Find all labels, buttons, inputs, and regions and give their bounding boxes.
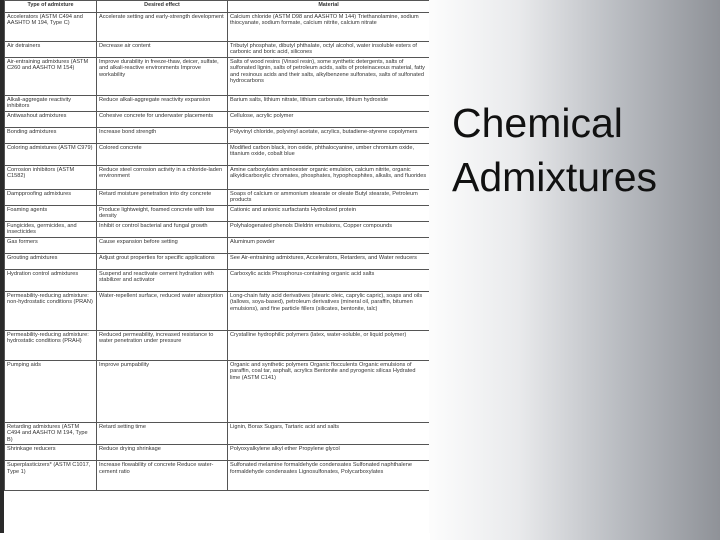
- admixture-table-image: [4, 0, 429, 540]
- cell-material: Salts of wood resins (Vinsol resin), some synthetic detergents, salts of sulfonated lignin, salts of petroleum acids, salts of proteinaceous material, fatty and resinous acids and their salts, alkylbenzene sulfonates, salts of sulfonated hydrocarbons: [228, 58, 430, 96]
- cell-material: Carboxylic acids Phosphorus-containing organic acid salts: [228, 270, 430, 292]
- table-row: [5, 222, 430, 238]
- cell-effect: Colored concrete: [97, 144, 228, 166]
- cell-type: Superplasticizers* (ASTM C1017, Type 1): [5, 461, 97, 491]
- table-row: [5, 423, 430, 445]
- cell-effect: Reduce alkali-aggregate reactivity expansion: [97, 96, 228, 112]
- cell-type: Antiwashout admixtures: [5, 112, 97, 128]
- cell-material: Cationic and anionic surfactants Hydrolized protein: [228, 206, 430, 222]
- table-row: [5, 461, 430, 491]
- table-row: [5, 206, 430, 222]
- header-type: Type of admixture: [5, 1, 97, 13]
- table-row: [5, 445, 430, 461]
- cell-material: Polyoxyalkylene alkyl ether Propylene glycol: [228, 445, 430, 461]
- cell-type: Coloring admixtures (ASTM C979): [5, 144, 97, 166]
- table-row: [5, 13, 430, 42]
- cell-effect: Reduce drying shrinkage: [97, 445, 228, 461]
- cell-type: Alkali-aggregate reactivity inhibitors: [5, 96, 97, 112]
- cell-material: Organic and synthetic polymers Organic flocculents Organic emulsions of paraffin, coal tar, asphalt, acrylics Bentonite and pyrogenic silicas Hydrated lime (ASTM C141): [228, 361, 430, 423]
- cell-effect: Water-repellent surface, reduced water absorption: [97, 292, 228, 331]
- cell-material: Soaps of calcium or ammonium stearate or oleate Butyl stearate, Petroleum products: [228, 190, 430, 206]
- cell-type: Hydration control admixtures: [5, 270, 97, 292]
- cell-effect: Decrease air content: [97, 42, 228, 58]
- table-row: [5, 190, 430, 206]
- cell-effect: Retard setting time: [97, 423, 228, 445]
- cell-effect: Improve durability in freeze-thaw, deicer, sulfate, and alkali-reactive environments Improve workability: [97, 58, 228, 96]
- cell-effect: Accelerate setting and early-strength development: [97, 13, 228, 42]
- table-row: [5, 42, 430, 58]
- cell-effect: Adjust grout properties for specific applications: [97, 254, 228, 270]
- cell-effect: Produce lightweight, foamed concrete with low density: [97, 206, 228, 222]
- cell-type: Corrosion inhibitors (ASTM C1582): [5, 166, 97, 190]
- cell-effect: Cause expansion before setting: [97, 238, 228, 254]
- table-row: [5, 270, 430, 292]
- cell-type: Fungicides, germicides, and insecticides: [5, 222, 97, 238]
- cell-type: Air-entraining admixtures (ASTM C260 and AASHTO M 154): [5, 58, 97, 96]
- cell-material: Sulfonated melamine formaldehyde condensates Sulfonated naphthalene formaldehyde condensates Lignosulfonates, Polycarboxylates: [228, 461, 430, 491]
- cell-material: See Air-entraining admixtures, Accelerators, Retarders, and Water reducers: [228, 254, 430, 270]
- slide-title: [452, 96, 657, 204]
- table-row: [5, 166, 430, 190]
- cell-type: Foaming agents: [5, 206, 97, 222]
- cell-effect: Improve pumpability: [97, 361, 228, 423]
- header-effect: Desired effect: [97, 1, 228, 13]
- cell-effect: Reduce steel corrosion activity in a chloride-laden environment: [97, 166, 228, 190]
- slide-title-line1: Chemical: [452, 100, 623, 146]
- table-row: [5, 238, 430, 254]
- table-row: [5, 254, 430, 270]
- cell-type: Accelerators (ASTM C494 and AASHTO M 194, Type C): [5, 13, 97, 42]
- header-material: Material: [228, 1, 430, 13]
- table-row: [5, 292, 430, 331]
- cell-material: Polyhalogenated phenols Dieldrin emulsions, Copper compounds: [228, 222, 430, 238]
- cell-material: Crystalline hydrophilic polymers (latex, water-soluble, or liquid polymer): [228, 331, 430, 361]
- cell-effect: Reduced permeability, increased resistance to water penetration under pressure: [97, 331, 228, 361]
- table-row: [5, 112, 430, 128]
- slide-title-line2: Admixtures: [452, 154, 658, 200]
- table-row: [5, 96, 430, 112]
- table-bottom-margin: [0, 533, 430, 540]
- cell-effect: Increase bond strength: [97, 128, 228, 144]
- cell-type: Air detrainers: [5, 42, 97, 58]
- table-row: [5, 58, 430, 96]
- cell-material: Calcium chloride (ASTM D98 and AASHTO M 144) Triethanolamine, sodium thiocyanate, sodium formate, calcium nitrite, calcium nitrate: [228, 13, 430, 42]
- cell-type: Pumping aids: [5, 361, 97, 423]
- cell-material: Modified carbon black, iron oxide, phthalocyanine, umber chromium oxide, titanium oxide, cobalt blue: [228, 144, 430, 166]
- cell-material: Long-chain fatty acid derivatives (stearic oleic, caprylic capric), soaps and oils (tallows, soya-based), petroleum derivatives (mineral oil, paraffin, bitumen emulsions), and fine particle fillers (silicates, bentonite, talc): [228, 292, 430, 331]
- cell-type: Permeability-reducing admixture: hydrostatic conditions (PRAH): [5, 331, 97, 361]
- cell-type: Bonding admixtures: [5, 128, 97, 144]
- cell-effect: Retard moisture penetration into dry concrete: [97, 190, 228, 206]
- cell-effect: Suspend and reactivate cement hydration with stabilizer and activator: [97, 270, 228, 292]
- table-row: [5, 128, 430, 144]
- cell-type: Dampproofing admixtures: [5, 190, 97, 206]
- cell-type: Shrinkage reducers: [5, 445, 97, 461]
- cell-type: Gas formers: [5, 238, 97, 254]
- table-header-row: [5, 1, 430, 13]
- cell-effect: Cohesive concrete for underwater placements: [97, 112, 228, 128]
- cell-material: Aluminum powder: [228, 238, 430, 254]
- cell-effect: Increase flowability of concrete Reduce water-cement ratio: [97, 461, 228, 491]
- cell-material: Lignin, Borax Sugars, Tartaric acid and salts: [228, 423, 430, 445]
- cell-effect: Inhibit or control bacterial and fungal growth: [97, 222, 228, 238]
- cell-material: Amine carboxylates aminoester organic emulsion, calcium nitrite, organic alkyidicarboxylic chromates, phosphates, hypophosphites, alkalis, and fluorides: [228, 166, 430, 190]
- cell-type: Retarding admixtures (ASTM C494 and AASHTO M 194, Type B): [5, 423, 97, 445]
- cell-type: Permeability-reducing admixture: non-hydrostatic conditions (PRAN): [5, 292, 97, 331]
- cell-material: Polyvinyl chloride, polyvinyl acetate, acrylics, butadiene-styrene copolymers: [228, 128, 430, 144]
- admixture-table: [4, 0, 429, 491]
- table-row: [5, 331, 430, 361]
- cell-material: Barium salts, lithium nitrate, lithium carbonate, lithium hydroxide: [228, 96, 430, 112]
- cell-material: Cellulose, acrylic polymer: [228, 112, 430, 128]
- table-row: [5, 361, 430, 423]
- cell-material: Tributyl phosphate, dibutyl phthalate, octyl alcohol, water insoluble esters of carbonic and boric acid, silicones: [228, 42, 430, 58]
- cell-type: Grouting admixtures: [5, 254, 97, 270]
- table-row: [5, 144, 430, 166]
